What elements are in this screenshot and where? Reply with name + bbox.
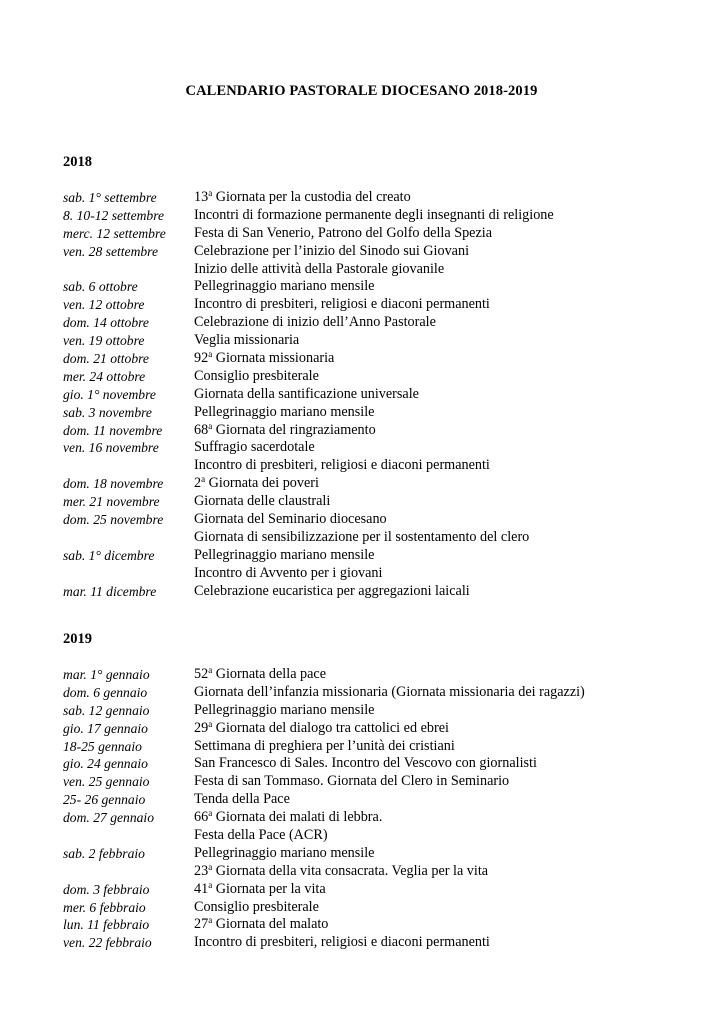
entry-event: Incontro di presbiteri, religiosi e diaconi permanenti <box>194 934 490 951</box>
entry-event: 2$^a$ Giornata dei poveri <box>194 474 319 492</box>
entry-date: dom. 14 ottobre <box>63 315 149 331</box>
ordinal-marker: a <box>208 188 213 198</box>
entry-date: 25- 26 gennaio <box>63 792 146 808</box>
calendar-entry <box>63 827 703 845</box>
calendar-entry <box>63 386 703 404</box>
entry-event: Festa di san Tommaso. Giornata del Clero in Seminario <box>194 773 510 790</box>
entry-date: 18-25 gennaio <box>63 738 142 754</box>
entry-date: gio. 1° novembre <box>63 386 156 402</box>
entry-date: ven. 12 ottobre <box>63 297 145 313</box>
entry-date: mer. 6 febbraio <box>63 899 146 915</box>
entry-event: Inizio delle attività della Pastorale giovanile <box>194 260 445 277</box>
calendar-entry <box>63 738 703 756</box>
entry-event: 27$^a$ Giornata del malato <box>194 915 329 933</box>
entry-event: Giornata della santificazione universale <box>194 385 419 402</box>
entry-event: 13$^a$ Giornata per la custodia del creato <box>194 188 411 205</box>
entry-event: Consiglio presbiterale <box>194 367 319 384</box>
ordinal-marker: a <box>208 718 213 729</box>
calendar-entry <box>63 547 703 565</box>
calendar-entry <box>63 493 703 511</box>
entry-date: dom. 27 gennaio <box>63 810 154 826</box>
entry-event: San Francesco di Sales. Incontro del Vescovo con giornalisti <box>194 755 537 772</box>
entry-event: Incontro di Avvento per i giovani <box>194 564 383 581</box>
document-title: CALENDARIO PASTORALE DIOCESANO 2018-2019 <box>185 83 538 99</box>
entry-date: sab. 12 gennaio <box>63 702 150 718</box>
entry-event: 41$^a$ Giornata per la vita <box>194 879 326 897</box>
calendar-entry <box>63 899 703 917</box>
entry-date: merc. 12 settembre <box>63 225 166 241</box>
entries-2018 <box>63 189 703 600</box>
entry-date: sab. 2 febbraio <box>63 845 145 861</box>
entry-event: 66$^a$ Giornata dei malati di lebbra. <box>194 808 383 826</box>
calendar-entry <box>63 934 703 952</box>
entries-2019 <box>63 666 703 952</box>
calendar-entry <box>63 332 703 350</box>
calendar-entry <box>63 529 703 547</box>
entry-event: 29$^a$ Giornata del dialogo tra cattolici ed ebrei <box>194 718 449 736</box>
calendar-entry <box>63 511 703 529</box>
year-heading-2019: 2019 <box>63 631 92 647</box>
entry-event: Incontro di presbiteri, religiosi e diaconi permanenti <box>194 296 490 313</box>
entry-date: lun. 11 febbraio <box>63 917 150 933</box>
entry-date: dom. 3 febbraio <box>63 881 150 897</box>
calendar-entry <box>63 296 703 314</box>
entry-date: mer. 21 novembre <box>63 494 160 510</box>
entry-event: Giornata del Seminario diocesano <box>194 511 387 528</box>
ordinal-marker: a <box>208 808 213 819</box>
calendar-entry <box>63 916 703 934</box>
entry-event: Pellegrinaggio mariano mensile <box>194 278 375 295</box>
entry-event: Incontro di presbiteri, religiosi e diaconi permanenti <box>194 457 490 474</box>
entry-event: Giornata delle claustrali <box>194 493 331 510</box>
entry-event: 92$^a$ Giornata missionaria <box>194 349 335 367</box>
entry-event: Celebrazione di inizio dell’Anno Pastorale <box>194 314 436 331</box>
entry-date: sab. 3 novembre <box>63 404 152 420</box>
calendar-entry <box>63 583 703 601</box>
entry-date: sab. 1° settembre <box>63 190 157 205</box>
calendar-entry <box>63 475 703 493</box>
calendar-entry <box>63 565 703 583</box>
entry-date: dom. 21 ottobre <box>63 351 149 367</box>
entry-date: dom. 25 novembre <box>63 512 164 528</box>
calendar-entry <box>63 720 703 738</box>
entry-event: Celebrazione per l’inizio del Sinodo sui Giovani <box>194 242 470 259</box>
calendar-entry <box>63 845 703 863</box>
entry-date: ven. 16 novembre <box>63 440 159 456</box>
calendar-entry <box>63 666 703 684</box>
ordinal-marker: a <box>208 879 213 890</box>
entry-date: ven. 28 settembre <box>63 243 158 259</box>
ordinal-marker: a <box>208 665 213 675</box>
entry-date: mar. 11 dicembre <box>63 583 157 599</box>
entry-date: ven. 22 febbraio <box>63 935 152 951</box>
calendar-entry <box>63 404 703 422</box>
entry-date: 8. 10-12 settembre <box>63 207 165 223</box>
entry-event: Celebrazione eucaristica per aggregazioni laicali <box>194 582 470 599</box>
calendar-entry <box>63 350 703 368</box>
entry-date: ven. 25 gennaio <box>63 774 150 790</box>
calendar-entry <box>63 243 703 261</box>
calendar-entry <box>63 755 703 773</box>
entry-date: dom. 11 novembre <box>63 422 163 438</box>
entry-date: dom. 18 novembre <box>63 476 164 492</box>
entry-event: Giornata dell’infanzia missionaria (Giornata missionaria dei ragazzi) <box>194 683 585 700</box>
calendar-entry <box>63 189 703 207</box>
entry-date: sab. 6 ottobre <box>63 279 138 295</box>
entry-event: 68$^a$ Giornata del ringraziamento <box>194 420 376 438</box>
entry-date: gio. 17 gennaio <box>63 720 148 736</box>
entry-date: ven. 19 ottobre <box>63 333 145 349</box>
entry-event: Pellegrinaggio mariano mensile <box>194 546 375 563</box>
calendar-entry <box>63 439 703 457</box>
entry-date: sab. 1° dicembre <box>63 547 155 563</box>
entry-event: Giornata di sensibilizzazione per il sostentamento del clero <box>194 528 530 545</box>
calendar-entry <box>63 881 703 899</box>
calendar-entry <box>63 225 703 243</box>
calendar-entry <box>63 791 703 809</box>
entry-event: Pellegrinaggio mariano mensile <box>194 403 375 420</box>
ordinal-marker: a <box>208 349 213 360</box>
calendar-entry <box>63 684 703 702</box>
ordinal-marker: a <box>208 861 213 872</box>
calendar-entry <box>63 422 703 440</box>
calendar-entry <box>63 261 703 279</box>
entry-event: Consiglio presbiterale <box>194 898 319 915</box>
entry-event: Tenda della Pace <box>194 791 290 808</box>
calendar-entry <box>63 809 703 827</box>
entry-event: 52$^a$ Giornata della pace <box>194 665 327 682</box>
calendar-entry <box>63 863 703 881</box>
calendar-entry <box>63 278 703 296</box>
entry-event: 23$^a$ Giornata della vita consacrata. Veglia per la vita <box>194 861 489 879</box>
ordinal-marker: a <box>208 915 213 926</box>
calendar-entry <box>63 368 703 386</box>
entry-date: gio. 24 gennaio <box>63 756 148 772</box>
entry-event: Incontri di formazione permanente degli insegnanti di religione <box>194 206 554 223</box>
entry-event: Pellegrinaggio mariano mensile <box>194 844 375 861</box>
year-heading-2018: 2018 <box>63 154 92 170</box>
ordinal-marker: a <box>208 420 213 431</box>
calendar-entry <box>63 314 703 332</box>
entry-event: Festa di San Venerio, Patrono del Golfo della Spezia <box>194 224 493 241</box>
entry-event: Suffragio sacerdotale <box>194 439 315 456</box>
calendar-entry <box>63 773 703 791</box>
entry-event: Veglia missionaria <box>194 332 300 349</box>
calendar-entry <box>63 702 703 720</box>
entry-event: Settimana di preghiera per l’unità dei cristiani <box>194 737 455 754</box>
ordinal-marker: a <box>201 474 206 485</box>
entry-event: Pellegrinaggio mariano mensile <box>194 701 375 718</box>
entry-date: dom. 6 gennaio <box>63 684 148 700</box>
calendar-entry <box>63 457 703 475</box>
entry-date: mer. 24 ottobre <box>63 368 146 384</box>
entry-event: Festa della Pace (ACR) <box>194 827 328 844</box>
entry-date: mar. 1° gennaio <box>63 667 150 682</box>
calendar-entry <box>63 207 703 225</box>
